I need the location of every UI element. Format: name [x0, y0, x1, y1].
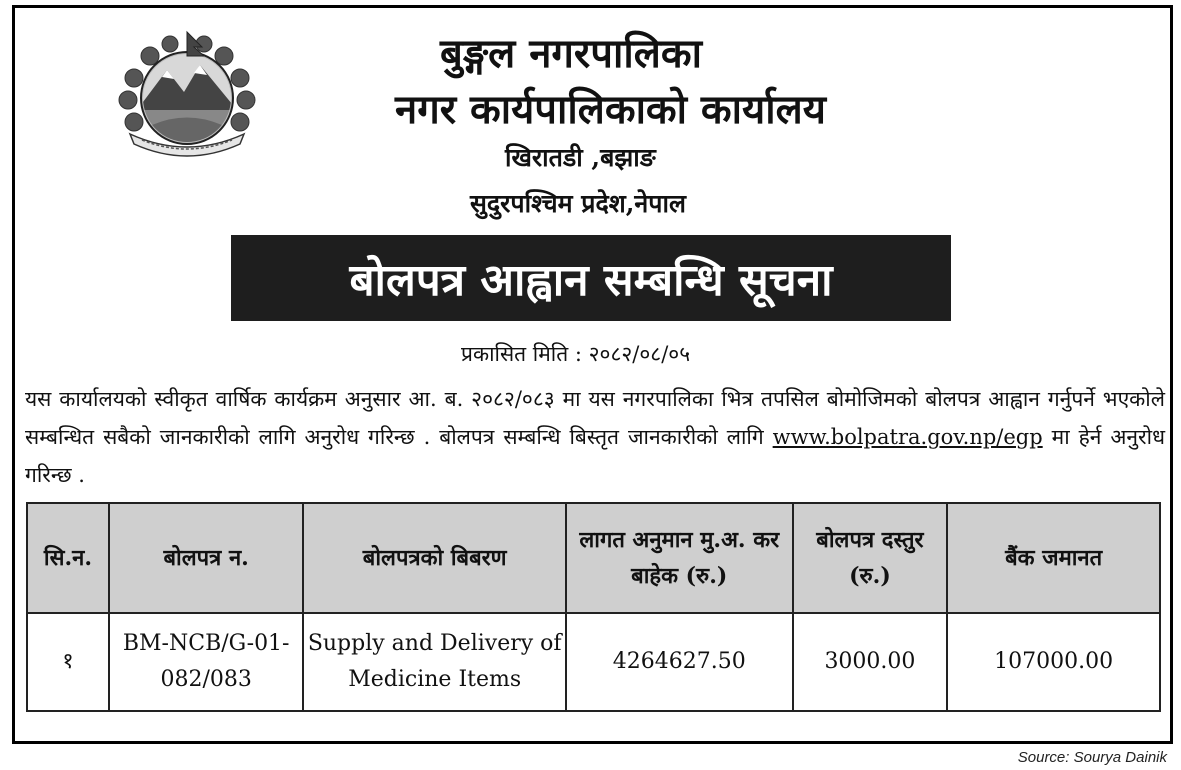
bolpatra-link[interactable]: www.bolpatra.gov.np/egp — [772, 425, 1043, 449]
header-bank-guarantee: बैंक जमानत — [947, 503, 1160, 613]
body-text-part1: यस कार्यालयको स्वीकृत वार्षिक कार्यक्रम अनुसार आ. ब. २०८२/०८३ मा यस नगरपालिका भित्र तपसिल बोमोजिमको बोलपत्र आह्वान गर्नुपर्ने भएकोले सम्बन्धित सबैको जानकारीको लागि अनुरोध गरिन्छ . बोलपत्र सम्बन्धि बिस्तृत जानकारीको लागि — [25, 387, 1165, 449]
tender-table — [26, 502, 1161, 712]
nepal-emblem-icon — [112, 30, 262, 160]
source-credit: Source: Sourya Dainik — [1017, 749, 1167, 766]
municipality-name: बुङ्गल नगरपालिका — [440, 30, 702, 77]
cell-cost-estimate: 4264627.50 — [566, 613, 793, 711]
header-tender-number: बोलपत्र न. — [109, 503, 304, 613]
header-cost-estimate: लागत अनुमान मु.अ. कर बाहेक (रु.) — [566, 503, 793, 613]
cell-tender-description: Supply and Delivery of Medicine Items — [303, 613, 565, 711]
table-row — [27, 613, 1160, 711]
cell-tender-number: BM-NCB/G-01-082/083 — [109, 613, 304, 711]
header-tender-fee: बोलपत्र दस्तुर (रु.) — [793, 503, 948, 613]
office-location: खिरातडी ,बझाङ — [505, 143, 656, 172]
cell-tender-fee: 3000.00 — [793, 613, 948, 711]
notice-body — [25, 380, 1165, 494]
notice-title: बोलपत्र आह्वान सम्बन्धि सूचना — [231, 235, 951, 321]
cell-bank-guarantee: 107000.00 — [947, 613, 1160, 711]
header-serial: सि.न. — [27, 503, 109, 613]
published-date: प्रकासित मिति : २०८२/०८/०५ — [461, 342, 691, 366]
province-country: सुदुरपश्चिम प्रदेश,नेपाल — [470, 189, 686, 218]
header-tender-description: बोलपत्रको बिबरण — [303, 503, 565, 613]
cell-serial: १ — [27, 613, 109, 711]
body-text-part2: मा हेर्न अनुरोध गरिन्छ . — [25, 425, 1165, 487]
table-header-row — [27, 503, 1160, 613]
office-name: नगर कार्यपालिकाको कार्यालय — [395, 86, 826, 133]
